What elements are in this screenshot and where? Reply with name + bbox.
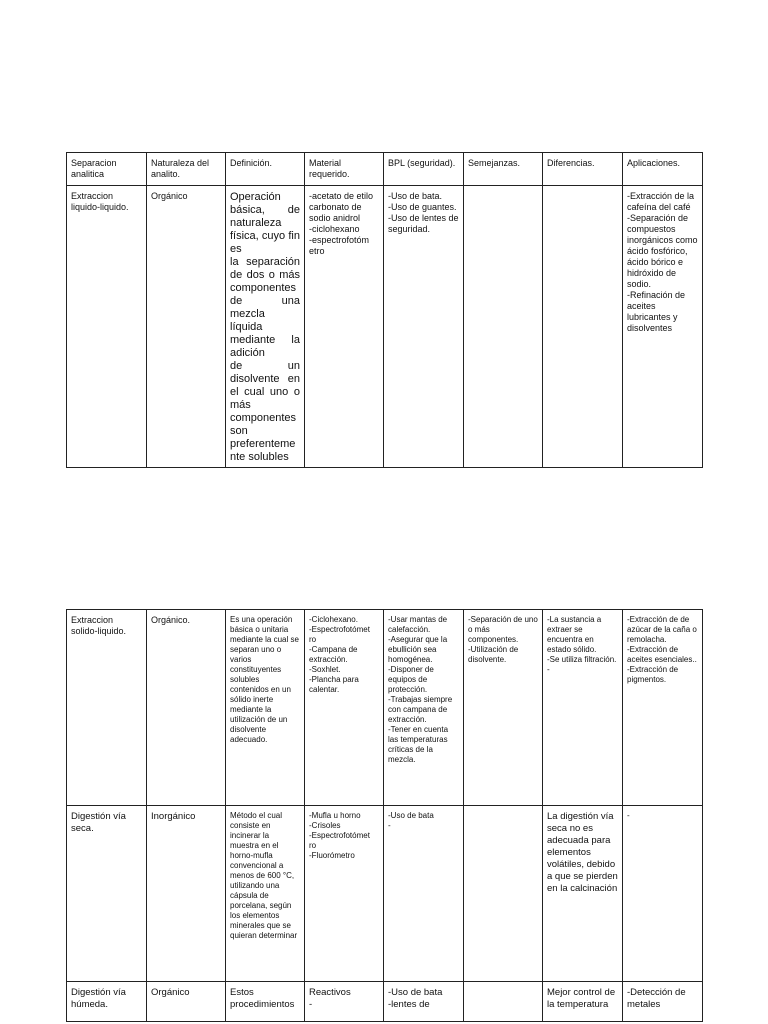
header-cell: BPL (seguridad). — [384, 153, 464, 186]
table-cell: Operación básica, de naturaleza física, cuyo fin es la separación de dos o más componentes de una mezcla líquida mediante la adición de un disolvente en el cual uno o más componentes son preferenteme nte solubles — [226, 186, 305, 468]
table-cell: -Extracción de la cafeína del café -Separación de compuestos inorgánicos como ácido fosfórico, ácido bórico e hidróxido de sodio. -Refinación de aceites lubricantes y disolventes — [623, 186, 703, 468]
table-cell: -Separación de uno o más componentes. -Utilización de disolvente. — [464, 610, 543, 806]
table-cell: Inorgánico — [147, 806, 226, 982]
table-cell: Es una operación básica o unitaria mediante la cual se separan uno o varios constituyentes solubles contenidos en un sólido inerte mediante la utilización de un disolvente adecuado. — [226, 610, 305, 806]
table-cell: -Ciclohexano. -Espectrofotómet ro -Campana de extracción. -Soxhlet. -Plancha para calentar. — [305, 610, 384, 806]
table-cell: -acetato de etilo carbonato de sodio anidrol -ciclohexano -espectrofotóm etro — [305, 186, 384, 468]
header-cell: Diferencias. — [543, 153, 623, 186]
table-row — [67, 982, 703, 1022]
table-cell: Reactivos - — [305, 982, 384, 1022]
table-cell: Orgánico — [147, 186, 226, 468]
table-cell: -Extracción de de azúcar de la caña o remolacha. -Extracción de aceites esenciales.. -Extracción de pigmentos. — [623, 610, 703, 806]
table-cell: Extraccion liquido-liquido. — [67, 186, 147, 468]
header-cell: Material requerido. — [305, 153, 384, 186]
table-cell — [464, 806, 543, 982]
table-cell: -Usar mantas de calefacción. -Asegurar que la ebullición sea homogénea. -Disponer de equipos de protección. -Trabajas siempre con campana de extracción. -Tener en cuenta las temperaturas críticas de la mezcla. — [384, 610, 464, 806]
table-cell: -Detección de metales — [623, 982, 703, 1022]
table-cell: Método el cual consiste en incinerar la muestra en el horno-mufla convencional a menos de 600 °C, utilizando una cápsula de porcelana, según los elementos minerales que se quieran determinar — [226, 806, 305, 982]
table-cell: Extraccion solido-liquido. — [67, 610, 147, 806]
table-cell: Orgánico. — [147, 610, 226, 806]
table-cell — [464, 186, 543, 468]
table-cell: Digestión vía húmeda. — [67, 982, 147, 1022]
table-cell: -Mufla u horno -Crisoles -Espectrofotómet ro -Fluorómetro — [305, 806, 384, 982]
table-cell: La digestión vía seca no es adecuada para elementos volátiles, debido a que se pierden en la calcinación — [543, 806, 623, 982]
table-cell: - — [623, 806, 703, 982]
table-cell: -Uso de bata - — [384, 806, 464, 982]
header-cell: Separacion analitica — [67, 153, 147, 186]
table-row — [67, 806, 703, 982]
header-cell: Definición. — [226, 153, 305, 186]
table-cell — [464, 982, 543, 1022]
table-cell: Digestión vía seca. — [67, 806, 147, 982]
table-separaciones-1 — [66, 152, 703, 468]
table-cell: -Uso de bata -lentes de — [384, 982, 464, 1022]
table-header-row — [67, 153, 703, 186]
table-row — [67, 610, 703, 806]
table-separaciones-2 — [66, 609, 703, 1022]
header-cell: Semejanzas. — [464, 153, 543, 186]
header-cell: Naturaleza del analito. — [147, 153, 226, 186]
table-cell: -Uso de bata. -Uso de guantes. -Uso de lentes de seguridad. — [384, 186, 464, 468]
header-cell: Aplicaciones. — [623, 153, 703, 186]
table-row — [67, 186, 703, 468]
table-cell: Mejor control de la temperatura — [543, 982, 623, 1022]
table-cell: Estos procedimientos — [226, 982, 305, 1022]
table-cell: Orgánico — [147, 982, 226, 1022]
table-cell: -La sustancia a extraer se encuentra en estado sólido. -Se utiliza filtración. - — [543, 610, 623, 806]
table-cell — [543, 186, 623, 468]
